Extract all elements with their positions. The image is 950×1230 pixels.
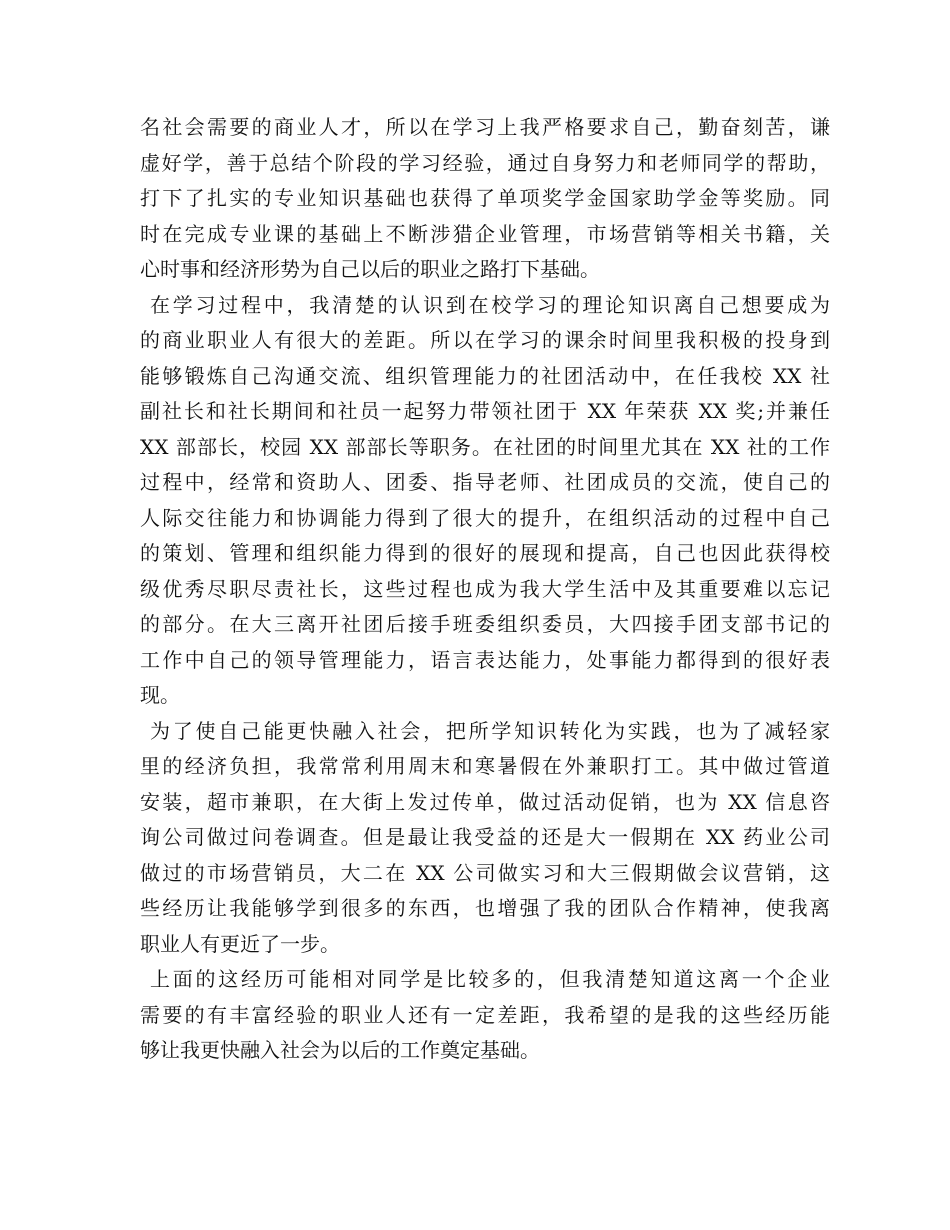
text-line: 的策划、管理和组织能力得到的很好的展现和提高，自己也因此获得校 — [140, 541, 830, 565]
text-line: 上面的这经历可能相对同学是比较多的，但我清楚知道这离一个企业 — [150, 967, 830, 991]
text-line: 些经历让我能够学到很多的东西，也增强了我的团队合作精神，使我离 — [140, 896, 830, 920]
text-line: 现。 — [140, 683, 180, 707]
paragraph-4 — [140, 962, 830, 1069]
text-line: 时在完成专业课的基础上不断涉猎企业管理，市场营销等相关书籍，关 — [140, 221, 830, 246]
text-line: 人际交往能力和协调能力得到了很大的提升，在组织活动的过程中自己 — [140, 505, 830, 530]
text-line: 够让我更快融入社会为以后的工作奠定基础。 — [140, 1038, 540, 1062]
text-line: 需要的有丰富经验的职业人还有一定差距，我希望的是我的这些经历能 — [140, 1002, 830, 1027]
text-line: 名社会需要的商业人才，所以在学习上我严格要求自己，勤奋刻苦，谦 — [140, 115, 830, 139]
text-line: 做过的市场营销员，大二在 XX 公司做实习和大三假期做会议营销，这 — [140, 860, 830, 885]
text-line: 副社长和社长期间和社员一起努力带领社团于 XX 年荣获 XX 奖;并兼任 — [140, 399, 830, 423]
text-line: 级优秀尽职尽责社长，这些过程也成为我大学生活中及其重要难以忘记 — [140, 576, 830, 601]
text-line: 过程中，经常和资助人、团委、指导老师、社团成员的交流，使自己的 — [140, 470, 830, 494]
text-line: 在学习过程中，我清楚的认识到在校学习的理论知识离自己想要成为 — [150, 292, 830, 317]
text-line: 询公司做过问卷调查。但是最让我受益的还是大一假期在 XX 药业公司 — [140, 825, 830, 849]
text-line: 职业人有更近了一步。 — [140, 931, 340, 956]
paragraph-1 — [140, 110, 830, 288]
text-line: 虚好学，善于总结个阶段的学习经验，通过自身努力和老师同学的帮助， — [140, 150, 830, 175]
text-line: 为了使自己能更快融入社会，把所学知识转化为实践，也为了减轻家 — [150, 718, 830, 743]
text-line: 安装，超市兼职，在大街上发过传单，做过活动促销，也为 XX 信息咨 — [140, 789, 830, 814]
text-line: 心时事和经济形势为自己以后的职业之路打下基础。 — [140, 257, 600, 281]
text-line: 工作中自己的领导管理能力，语言表达能力，处事能力都得到的很好表 — [140, 647, 830, 672]
text-line: 打下了扎实的专业知识基础也获得了单项奖学金国家助学金等奖励。同 — [140, 186, 830, 210]
paragraph-3 — [140, 714, 830, 963]
text-line: 的商业职业人有很大的差距。所以在学习的课余时间里我积极的投身到 — [140, 328, 830, 352]
text-line: XX 部部长，校园 XX 部部长等职务。在社团的时间里尤其在 XX 社的工作 — [140, 434, 830, 459]
text-line: 里的经济负担，我常常利用周末和寒暑假在外兼职打工。其中做过管道 — [140, 754, 830, 778]
text-line: 的部分。在大三离开社团后接手班委组织委员，大四接手团支部书记的 — [140, 612, 830, 636]
document-body — [140, 110, 830, 1069]
text-line: 能够锻炼自己沟通交流、组织管理能力的社团活动中，在任我校 XX 社 — [140, 363, 830, 388]
paragraph-2 — [140, 288, 830, 714]
